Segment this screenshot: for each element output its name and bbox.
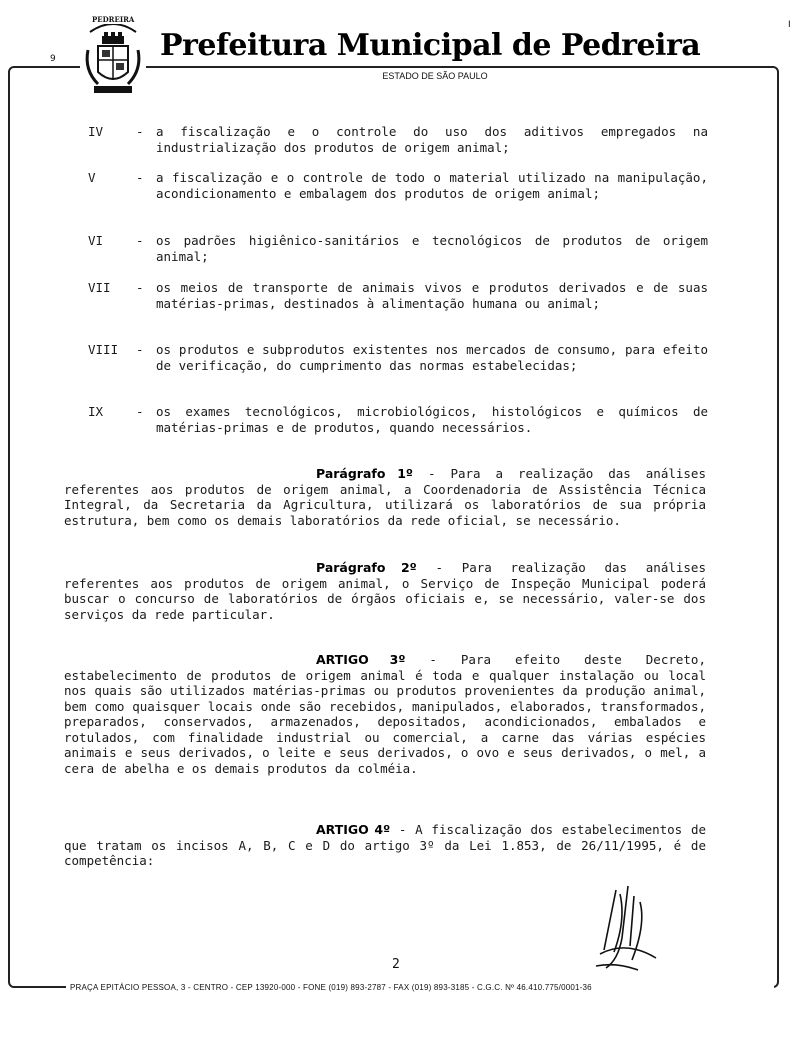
item-text: os produtos e subprodutos existentes nos mercados de consumo, para efeito de verificação, do cumprimento das normas estabelecidas;	[156, 342, 708, 373]
item-text: os exames tecnológicos, microbiológicos, histológicos e químicos de matérias-primas e de produtos, quando necessários.	[156, 404, 708, 435]
page-subtitle: ESTADO DE SÃO PAULO	[382, 71, 488, 81]
item-text: a fiscalização e o controle de todo o material utilizado na manipulação, acondicionamento e embalagem dos produtos de origem animal;	[156, 170, 708, 201]
paragraph-label: Parágrafo 2º	[316, 560, 417, 575]
article-text: - A fiscalização dos estabelecimentos de que tratam os incisos A, B, C e D do artigo 3º da Lei 1.853, de 26/11/1995, é de competência:	[64, 822, 706, 868]
margin-mark-right: I	[788, 20, 791, 30]
paragraph-label: Parágrafo 1º	[316, 466, 413, 481]
paragraph-1	[64, 466, 706, 528]
item-number: V	[88, 170, 96, 185]
list-item: IX - os exames tecnológicos, microbiológicos, histológicos e químicos de matérias-primas e de produtos, quando necessários.	[88, 404, 708, 435]
article-3	[64, 652, 706, 776]
list-item: V - a fiscalização e o controle de todo o material utilizado na manipulação, acondicionamento e embalagem dos produtos de origem animal;	[88, 170, 708, 201]
list-item: VI - os padrões higiênico-sanitários e tecnológicos de produtos de origem animal;	[88, 233, 708, 264]
page-number: 2	[392, 957, 400, 972]
footer-address: PRAÇA EPITÁCIO PESSOA, 3 - CENTRO - CEP 13920-000 - FONE (019) 893-2787 - FAX (019) 893-3185 - C.G.C. Nº 46.410.775/0001-36	[66, 983, 774, 992]
item-text: os padrões higiênico-sanitários e tecnológicos de produtos de origem animal;	[156, 233, 708, 264]
article-4	[64, 822, 706, 869]
paragraph-2	[64, 560, 706, 622]
signature-icon	[586, 880, 676, 975]
list-item: VIII - os produtos e subprodutos existentes nos mercados de consumo, para efeito de verificação, do cumprimento das normas estabelecidas;	[88, 342, 708, 373]
margin-mark-left: 9	[50, 54, 56, 64]
article-label: ARTIGO 4º	[316, 822, 391, 837]
municipal-crest	[80, 14, 146, 100]
crest-label: PEDREIRA	[92, 15, 135, 24]
crest-icon	[80, 14, 146, 100]
article-text: - Para efeito deste Decreto, estabelecimento de produtos de origem animal é toda e qualquer instalação ou local nos quais são utilizados matérias-primas ou produtos provenientes da produção animal, bem como quaisquer locais onde são recebidos, manipulados, elaborados, transformados, preparados, conservados, armazenados, depositados, acondicionados, embalados e rotulados, com finalidade industrial ou comercial, a carne das várias espécies animais e seus derivados, o leite e seus derivados, o ovo e seus derivados, o mel, a cera de abelha e os demais produtos da colméia.	[64, 652, 706, 776]
signature	[586, 880, 676, 979]
item-number: VIII	[88, 342, 119, 357]
page-title: Prefeitura Municipal de Pedreira	[160, 28, 720, 63]
list-item: VII - os meios de transporte de animais vivos e produtos derivados e de suas matérias-primas, destinados à alimentação humana ou animal;	[88, 280, 708, 311]
item-number: VI	[88, 233, 104, 248]
item-number: IX	[88, 404, 104, 419]
item-number: VII	[88, 280, 111, 295]
list-item: IV - a fiscalização e o controle do uso dos aditivos empregados na industrialização dos produtos de origem animal;	[88, 124, 708, 155]
item-text: os meios de transporte de animais vivos e produtos derivados e de suas matérias-primas, destinados à alimentação humana ou animal;	[156, 280, 708, 311]
item-number: IV	[88, 124, 104, 139]
item-text: a fiscalização e o controle do uso dos aditivos empregados na industrialização dos produtos de origem animal;	[156, 124, 708, 155]
paragraph-text: - Para a realização das análises referentes aos produtos de origem animal, a Coordenadoria de Assistência Técnica Integral, da Secretaria da Agricultura, utilizará os laboratórios de sua própria estrutura, bem como os demais laboratórios da rede oficial, se necessário.	[64, 466, 706, 528]
article-label: ARTIGO 3º	[316, 652, 406, 667]
paragraph-text: - Para realização das análises referentes aos produtos de origem animal, o Serviço de Inspeção Municipal poderá buscar o concurso de laboratórios de órgãos oficiais e, se necessário, valer-se dos serviços da rede particular.	[64, 560, 706, 622]
